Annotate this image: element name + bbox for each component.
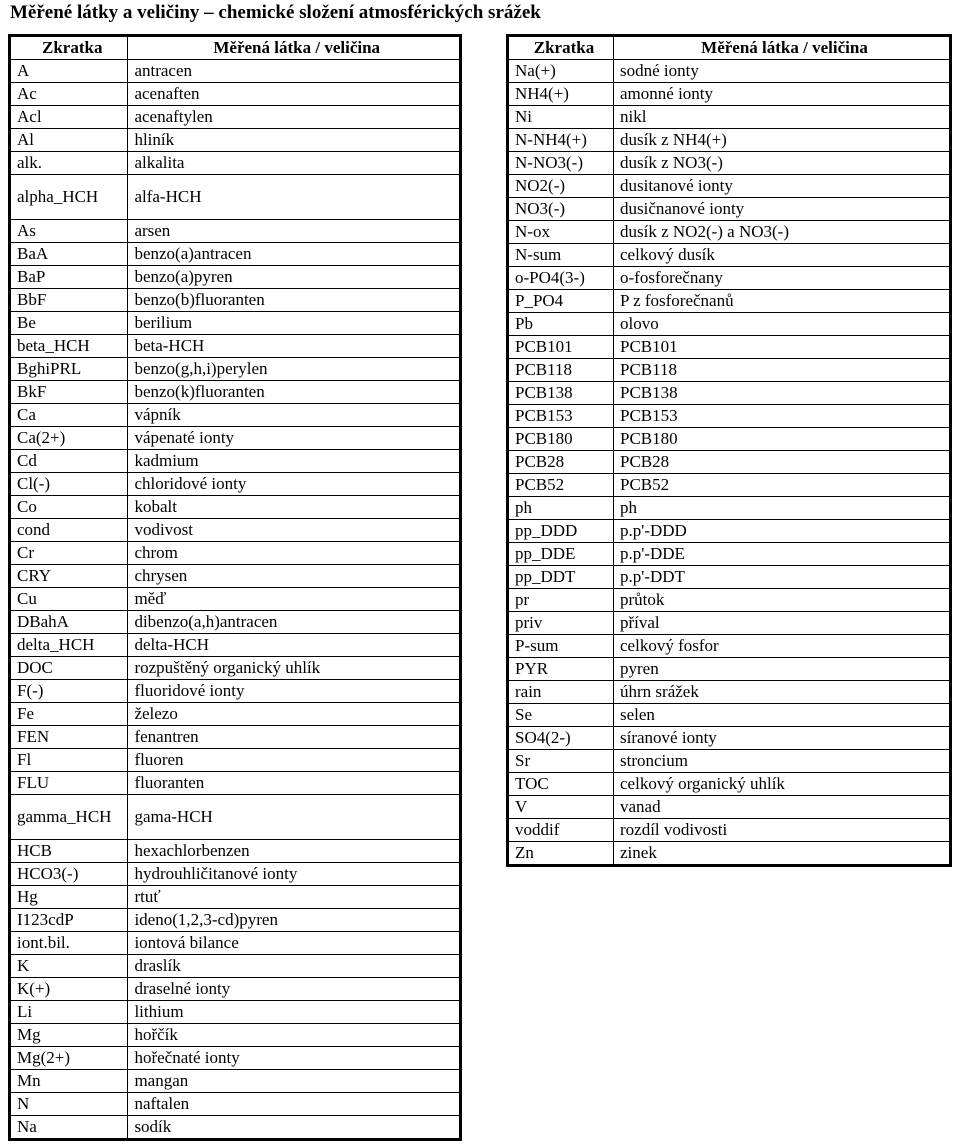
substance-cell: hořčík bbox=[128, 1024, 461, 1047]
table-row bbox=[10, 1093, 461, 1116]
abbreviation-cell: rain bbox=[508, 681, 614, 704]
table-row bbox=[10, 358, 461, 381]
substance-cell: p.p'-DDT bbox=[614, 566, 951, 589]
table-header-row bbox=[508, 36, 951, 60]
table-row bbox=[10, 726, 461, 749]
page-title: Měřené látky a veličiny – chemické složení atmosférických srážek bbox=[10, 2, 541, 23]
table-row bbox=[508, 819, 951, 842]
abbreviation-cell: Fe bbox=[10, 703, 128, 726]
abbreviation-cell: PCB138 bbox=[508, 382, 614, 405]
header-abbreviation: Zkratka bbox=[10, 36, 128, 60]
table-row bbox=[10, 703, 461, 726]
table-row bbox=[10, 152, 461, 175]
substance-cell: celkový fosfor bbox=[614, 635, 951, 658]
abbreviation-cell: PYR bbox=[508, 658, 614, 681]
table-row bbox=[10, 1024, 461, 1047]
table-row bbox=[10, 978, 461, 1001]
substance-cell: draselné ionty bbox=[128, 978, 461, 1001]
substance-cell: kobalt bbox=[128, 496, 461, 519]
abbreviation-cell: NH4(+) bbox=[508, 83, 614, 106]
header-abbreviation: Zkratka bbox=[508, 36, 614, 60]
table-row bbox=[508, 474, 951, 497]
table-row bbox=[508, 152, 951, 175]
substance-cell: stroncium bbox=[614, 750, 951, 773]
abbreviation-cell: NO3(-) bbox=[508, 198, 614, 221]
substance-cell: draslík bbox=[128, 955, 461, 978]
table-row bbox=[508, 221, 951, 244]
substance-cell: příval bbox=[614, 612, 951, 635]
abbreviation-cell: DBahA bbox=[10, 611, 128, 634]
abbreviation-cell: iont.bil. bbox=[10, 932, 128, 955]
substance-cell: dusík z NO3(-) bbox=[614, 152, 951, 175]
abbreviation-cell: BaA bbox=[10, 243, 128, 266]
abbreviation-cell: K(+) bbox=[10, 978, 128, 1001]
table-row bbox=[10, 83, 461, 106]
table-row bbox=[10, 611, 461, 634]
table-row bbox=[10, 1116, 461, 1140]
substance-cell: sodné ionty bbox=[614, 60, 951, 83]
abbreviation-cell: cond bbox=[10, 519, 128, 542]
table-row bbox=[10, 266, 461, 289]
abbreviation-cell: HCO3(-) bbox=[10, 863, 128, 886]
abbreviation-cell: Na bbox=[10, 1116, 128, 1140]
substance-cell: benzo(a)pyren bbox=[128, 266, 461, 289]
abbreviation-cell: o-PO4(3-) bbox=[508, 267, 614, 290]
table-row bbox=[10, 1001, 461, 1024]
substance-cell: dusitanové ionty bbox=[614, 175, 951, 198]
table-row bbox=[10, 772, 461, 795]
table-row bbox=[10, 588, 461, 611]
abbreviation-cell: K bbox=[10, 955, 128, 978]
substance-cell: pyren bbox=[614, 658, 951, 681]
abbreviation-cell: Pb bbox=[508, 313, 614, 336]
substance-cell: PCB138 bbox=[614, 382, 951, 405]
substance-cell: PCB28 bbox=[614, 451, 951, 474]
substance-cell: sodík bbox=[128, 1116, 461, 1140]
table-row bbox=[508, 290, 951, 313]
abbreviation-cell: V bbox=[508, 796, 614, 819]
substance-cell: gama-HCH bbox=[128, 795, 461, 840]
substance-cell: železo bbox=[128, 703, 461, 726]
substance-cell: alkalita bbox=[128, 152, 461, 175]
table-row bbox=[10, 289, 461, 312]
substance-cell: PCB180 bbox=[614, 428, 951, 451]
table-row bbox=[10, 335, 461, 358]
table-row bbox=[508, 704, 951, 727]
substance-cell: PCB153 bbox=[614, 405, 951, 428]
substance-cell: ph bbox=[614, 497, 951, 520]
abbreviation-cell: FLU bbox=[10, 772, 128, 795]
table-row bbox=[10, 542, 461, 565]
table-row bbox=[508, 842, 951, 866]
table-row bbox=[10, 565, 461, 588]
abbreviation-cell: BbF bbox=[10, 289, 128, 312]
table-row bbox=[508, 83, 951, 106]
abbreviation-cell: Cd bbox=[10, 450, 128, 473]
abbreviation-cell: BkF bbox=[10, 381, 128, 404]
table-row bbox=[508, 750, 951, 773]
table-row bbox=[10, 519, 461, 542]
abbreviation-cell: PCB101 bbox=[508, 336, 614, 359]
table-row bbox=[10, 496, 461, 519]
abbreviation-cell: gamma_HCH bbox=[10, 795, 128, 840]
substance-cell: měď bbox=[128, 588, 461, 611]
substance-cell: rozdíl vodivosti bbox=[614, 819, 951, 842]
substance-cell: beta-HCH bbox=[128, 335, 461, 358]
abbreviation-cell: Ca(2+) bbox=[10, 427, 128, 450]
abbreviation-cell: N-sum bbox=[508, 244, 614, 267]
table-row bbox=[508, 543, 951, 566]
substance-cell: naftalen bbox=[128, 1093, 461, 1116]
table-row bbox=[10, 909, 461, 932]
substance-cell: hydrouhličitanové ionty bbox=[128, 863, 461, 886]
substance-cell: o-fosforečnany bbox=[614, 267, 951, 290]
abbreviation-cell: Co bbox=[10, 496, 128, 519]
substance-cell: vápník bbox=[128, 404, 461, 427]
substance-cell: průtok bbox=[614, 589, 951, 612]
abbreviation-cell: FEN bbox=[10, 726, 128, 749]
abbreviation-cell: Mn bbox=[10, 1070, 128, 1093]
header-substance: Měřená látka / veličina bbox=[128, 36, 461, 60]
abbreviation-cell: voddif bbox=[508, 819, 614, 842]
abbreviation-cell: TOC bbox=[508, 773, 614, 796]
abbreviation-cell: Cl(-) bbox=[10, 473, 128, 496]
substance-cell: mangan bbox=[128, 1070, 461, 1093]
substance-cell: alfa-HCH bbox=[128, 175, 461, 220]
abbreviation-cell: alk. bbox=[10, 152, 128, 175]
table-row bbox=[508, 267, 951, 290]
substance-cell: olovo bbox=[614, 313, 951, 336]
table-row bbox=[10, 106, 461, 129]
substance-cell: fluoren bbox=[128, 749, 461, 772]
table-row bbox=[10, 427, 461, 450]
substance-cell: rtuť bbox=[128, 886, 461, 909]
abbreviation-cell: PCB52 bbox=[508, 474, 614, 497]
table-row bbox=[508, 589, 951, 612]
abbreviation-cell: HCB bbox=[10, 840, 128, 863]
substance-cell: hliník bbox=[128, 129, 461, 152]
substance-cell: fenantren bbox=[128, 726, 461, 749]
table-row bbox=[10, 312, 461, 335]
table-row bbox=[10, 634, 461, 657]
table-row bbox=[508, 175, 951, 198]
substance-cell: amonné ionty bbox=[614, 83, 951, 106]
abbreviation-cell: Se bbox=[508, 704, 614, 727]
abbreviation-cell: A bbox=[10, 60, 128, 83]
table-row bbox=[10, 680, 461, 703]
table-row bbox=[508, 359, 951, 382]
table-row bbox=[10, 1047, 461, 1070]
substance-cell: celkový organický uhlík bbox=[614, 773, 951, 796]
abbreviation-cell: I123cdP bbox=[10, 909, 128, 932]
table-row bbox=[10, 1070, 461, 1093]
abbreviation-cell: PCB180 bbox=[508, 428, 614, 451]
table-row bbox=[10, 129, 461, 152]
table-row bbox=[508, 313, 951, 336]
abbreviation-cell: ph bbox=[508, 497, 614, 520]
abbreviation-cell: pp_DDT bbox=[508, 566, 614, 589]
abbreviation-table-right bbox=[506, 34, 952, 867]
substance-cell: p.p'-DDD bbox=[614, 520, 951, 543]
substance-cell: berilium bbox=[128, 312, 461, 335]
abbreviation-cell: delta_HCH bbox=[10, 634, 128, 657]
table-row bbox=[508, 681, 951, 704]
table-row bbox=[508, 451, 951, 474]
abbreviation-cell: Li bbox=[10, 1001, 128, 1024]
abbreviation-cell: pp_DDE bbox=[508, 543, 614, 566]
table-row bbox=[10, 404, 461, 427]
table-row bbox=[10, 840, 461, 863]
abbreviation-cell: DOC bbox=[10, 657, 128, 680]
substance-cell: acenaften bbox=[128, 83, 461, 106]
substance-cell: hořečnaté ionty bbox=[128, 1047, 461, 1070]
substance-cell: selen bbox=[614, 704, 951, 727]
substance-cell: hexachlorbenzen bbox=[128, 840, 461, 863]
abbreviation-cell: NO2(-) bbox=[508, 175, 614, 198]
abbreviation-cell: PCB118 bbox=[508, 359, 614, 382]
table-row bbox=[508, 658, 951, 681]
substance-cell: ideno(1,2,3-cd)pyren bbox=[128, 909, 461, 932]
substance-cell: síranové ionty bbox=[614, 727, 951, 750]
table-header-row bbox=[10, 36, 461, 60]
table-row bbox=[10, 381, 461, 404]
substance-cell: dibenzo(a,h)antracen bbox=[128, 611, 461, 634]
table-row bbox=[10, 473, 461, 496]
table-row bbox=[508, 405, 951, 428]
table-row bbox=[508, 727, 951, 750]
table-row bbox=[508, 428, 951, 451]
table-row bbox=[10, 243, 461, 266]
table-row bbox=[508, 520, 951, 543]
abbreviation-cell: BaP bbox=[10, 266, 128, 289]
abbreviation-cell: Zn bbox=[508, 842, 614, 866]
substance-cell: p.p'-DDE bbox=[614, 543, 951, 566]
abbreviation-cell: PCB28 bbox=[508, 451, 614, 474]
abbreviation-cell: Ca bbox=[10, 404, 128, 427]
table-row bbox=[10, 450, 461, 473]
substance-cell: lithium bbox=[128, 1001, 461, 1024]
substance-cell: chrysen bbox=[128, 565, 461, 588]
substance-cell: PCB52 bbox=[614, 474, 951, 497]
substance-cell: benzo(g,h,i)perylen bbox=[128, 358, 461, 381]
substance-cell: zinek bbox=[614, 842, 951, 866]
abbreviation-cell: N-NO3(-) bbox=[508, 152, 614, 175]
abbreviation-cell: pp_DDD bbox=[508, 520, 614, 543]
substance-cell: PCB118 bbox=[614, 359, 951, 382]
substance-cell: arsen bbox=[128, 220, 461, 243]
table-row bbox=[508, 497, 951, 520]
substance-cell: celkový dusík bbox=[614, 244, 951, 267]
table-row bbox=[508, 773, 951, 796]
abbreviation-cell: SO4(2-) bbox=[508, 727, 614, 750]
abbreviation-cell: F(-) bbox=[10, 680, 128, 703]
substance-cell: antracen bbox=[128, 60, 461, 83]
substance-cell: benzo(k)fluoranten bbox=[128, 381, 461, 404]
abbreviation-cell: CRY bbox=[10, 565, 128, 588]
table-row bbox=[508, 106, 951, 129]
abbreviation-table-left bbox=[8, 34, 462, 1141]
table-row bbox=[10, 175, 461, 220]
abbreviation-cell: Al bbox=[10, 129, 128, 152]
substance-cell: dusík z NO2(-) a NO3(-) bbox=[614, 221, 951, 244]
table-row bbox=[10, 955, 461, 978]
table-row bbox=[508, 129, 951, 152]
abbreviation-cell: priv bbox=[508, 612, 614, 635]
substance-cell: vápenaté ionty bbox=[128, 427, 461, 450]
table-row bbox=[10, 657, 461, 680]
abbreviation-cell: Acl bbox=[10, 106, 128, 129]
abbreviation-cell: Cu bbox=[10, 588, 128, 611]
table-row bbox=[10, 220, 461, 243]
header-substance: Měřená látka / veličina bbox=[614, 36, 951, 60]
substance-cell: kadmium bbox=[128, 450, 461, 473]
substance-cell: chloridové ionty bbox=[128, 473, 461, 496]
table-row bbox=[508, 612, 951, 635]
substance-cell: dusík z NH4(+) bbox=[614, 129, 951, 152]
table-row bbox=[10, 749, 461, 772]
substance-cell: dusičnanové ionty bbox=[614, 198, 951, 221]
table-row bbox=[508, 382, 951, 405]
substance-cell: iontová bilance bbox=[128, 932, 461, 955]
table-row bbox=[10, 60, 461, 83]
abbreviation-cell: BghiPRL bbox=[10, 358, 128, 381]
table-row bbox=[10, 932, 461, 955]
abbreviation-cell: Cr bbox=[10, 542, 128, 565]
substance-cell: benzo(a)antracen bbox=[128, 243, 461, 266]
substance-cell: rozpuštěný organický uhlík bbox=[128, 657, 461, 680]
table-row bbox=[508, 336, 951, 359]
table-row bbox=[508, 796, 951, 819]
substance-cell: benzo(b)fluoranten bbox=[128, 289, 461, 312]
substance-cell: vanad bbox=[614, 796, 951, 819]
abbreviation-cell: Ni bbox=[508, 106, 614, 129]
table-row bbox=[10, 886, 461, 909]
abbreviation-cell: Hg bbox=[10, 886, 128, 909]
abbreviation-cell: beta_HCH bbox=[10, 335, 128, 358]
abbreviation-cell: Mg bbox=[10, 1024, 128, 1047]
abbreviation-cell: P_PO4 bbox=[508, 290, 614, 313]
abbreviation-cell: N-NH4(+) bbox=[508, 129, 614, 152]
substance-cell: chrom bbox=[128, 542, 461, 565]
table-row bbox=[508, 60, 951, 83]
substance-cell: P z fosforečnanů bbox=[614, 290, 951, 313]
abbreviation-cell: N-ox bbox=[508, 221, 614, 244]
substance-cell: fluoridové ionty bbox=[128, 680, 461, 703]
abbreviation-cell: Na(+) bbox=[508, 60, 614, 83]
abbreviation-cell: alpha_HCH bbox=[10, 175, 128, 220]
substance-cell: fluoranten bbox=[128, 772, 461, 795]
abbreviation-cell: Fl bbox=[10, 749, 128, 772]
abbreviation-cell: As bbox=[10, 220, 128, 243]
abbreviation-cell: Ac bbox=[10, 83, 128, 106]
abbreviation-cell: Sr bbox=[508, 750, 614, 773]
abbreviation-cell: N bbox=[10, 1093, 128, 1116]
abbreviation-cell: Mg(2+) bbox=[10, 1047, 128, 1070]
substance-cell: acenaftylen bbox=[128, 106, 461, 129]
abbreviation-cell: Be bbox=[10, 312, 128, 335]
table-row bbox=[508, 198, 951, 221]
substance-cell: nikl bbox=[614, 106, 951, 129]
table-row bbox=[508, 244, 951, 267]
abbreviation-cell: pr bbox=[508, 589, 614, 612]
substance-cell: delta-HCH bbox=[128, 634, 461, 657]
substance-cell: vodivost bbox=[128, 519, 461, 542]
abbreviation-cell: P-sum bbox=[508, 635, 614, 658]
table-row bbox=[10, 795, 461, 840]
substance-cell: úhrn srážek bbox=[614, 681, 951, 704]
table-row bbox=[10, 863, 461, 886]
abbreviation-cell: PCB153 bbox=[508, 405, 614, 428]
table-row bbox=[508, 635, 951, 658]
substance-cell: PCB101 bbox=[614, 336, 951, 359]
table-row bbox=[508, 566, 951, 589]
